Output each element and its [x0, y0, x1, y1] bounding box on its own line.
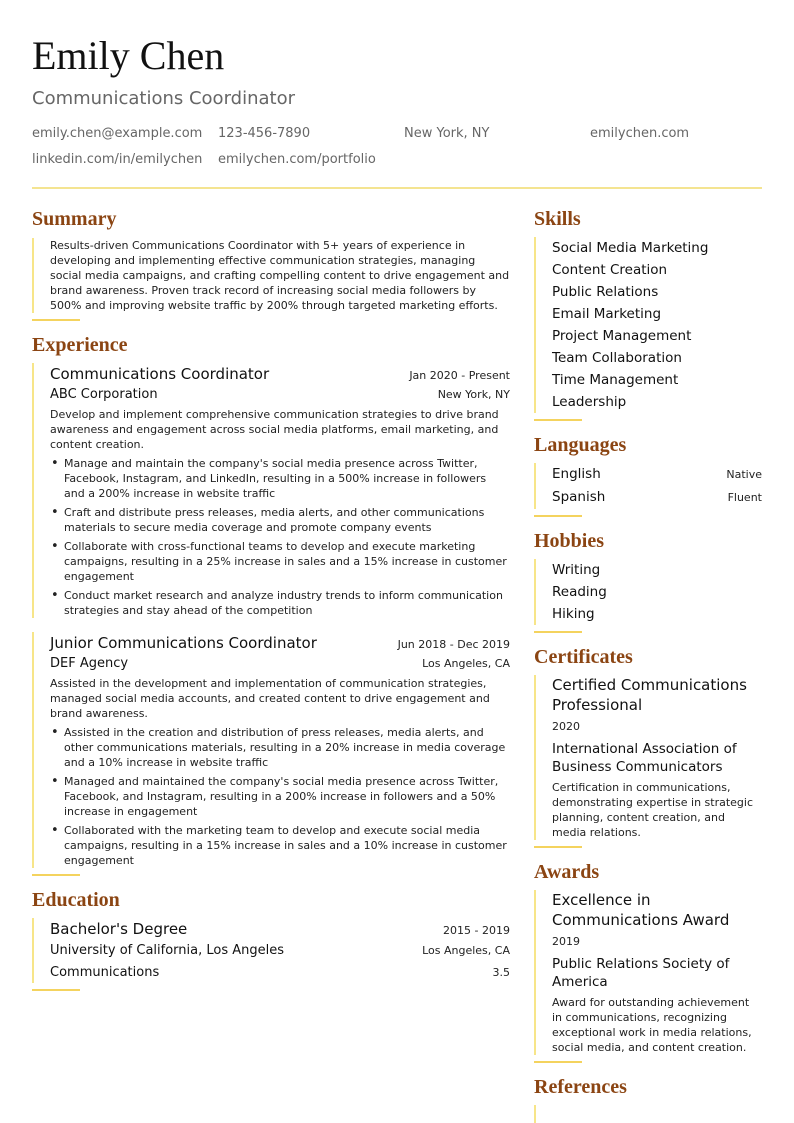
section-divider: [32, 874, 80, 876]
experience-location: New York, NY: [437, 388, 510, 401]
job-title: Communications Coordinator: [32, 88, 295, 109]
section-divider: [32, 989, 80, 991]
skill-item: Content Creation: [552, 262, 668, 278]
experience-bullet: • Managed and maintained the company's social media presence across Twitter, Facebook, and Instagram, resulting in a 200% increase in followers and a 50% increase in engagement: [50, 774, 510, 819]
experience-bullets: [50, 725, 510, 868]
language-name: Spanish: [552, 489, 606, 505]
candidate-name: Emily Chen: [32, 33, 225, 78]
experience-section: [32, 363, 510, 618]
award-description: Award for outstanding achievement in communications, recognizing exceptional work in media relations, social media, and content creation.: [552, 996, 752, 1054]
certificates-section: [534, 675, 762, 840]
experience-company: DEF Agency: [50, 656, 129, 671]
hobby-item: Hiking: [552, 606, 595, 622]
experience-item: [50, 632, 510, 868]
experience-title: Junior Communications Coordinator: [50, 634, 317, 652]
summary-heading: Summary: [32, 208, 117, 230]
summary-text: Results-driven Communications Coordinator with 5+ years of experience in developing and implementing effective communication strategies, managing social media campaigns, and crafting compelling content to drive engagement and brand awareness. Proven track record of increasing social media followers by 500% and improving website traffic by 200% through targeted marketing efforts.: [50, 239, 510, 312]
hobby-item: Writing: [552, 562, 601, 578]
award-title: Excellence in Communications Award: [552, 891, 730, 929]
hobby-item: Reading: [552, 584, 607, 600]
experience-bullet: • Manage and maintain the company's social media presence across Twitter, Facebook, Instagram, and LinkedIn, resulting in a 500% increase in followers and a 200% increase in website traffic: [50, 456, 510, 501]
experience-item: [50, 363, 510, 618]
experience-heading: Experience: [32, 334, 128, 356]
contact-website[interactable]: emilychen.com: [590, 126, 690, 141]
skill-item: Leadership: [552, 394, 627, 410]
skill-item: Social Media Marketing: [552, 240, 709, 256]
language-level: Native: [726, 468, 762, 481]
contact-portfolio[interactable]: emilychen.com/portfolio: [218, 152, 376, 167]
resume-header: [32, 34, 762, 168]
language-name: English: [552, 466, 601, 482]
experience-title: Communications Coordinator: [50, 365, 270, 383]
section-divider: [534, 846, 582, 848]
experience-bullet: • Assisted in the creation and distribution of press releases, media alerts, and other communications materials, resulting in a 20% increase in media coverage and a 10% increase in website traffic: [50, 725, 510, 770]
education-degree: Bachelor's Degree: [50, 920, 188, 938]
contact-email[interactable]: emily.chen@example.com: [32, 126, 203, 141]
left-column: [32, 207, 510, 1003]
hobbies-heading: Hobbies: [534, 530, 605, 552]
experience-bullet: • Collaborated with the marketing team to develop and execute social media campaigns, resulting in a 15% increase in sales and a 10% increase in customer engagement: [50, 823, 510, 868]
awards-heading: Awards: [534, 861, 600, 883]
hobbies-section: [534, 559, 762, 625]
languages-heading: Languages: [534, 434, 627, 456]
education-section: [32, 918, 510, 983]
experience-bullet: • Collaborate with cross-functional teams to develop and execute marketing campaigns, resulting in a 25% increase in sales and a 15% increase in customer engagement: [50, 539, 510, 584]
experience-bullet: • Craft and distribute press releases, media alerts, and other communications materials to secure media coverage and promote company events: [50, 505, 510, 535]
section-divider: [534, 1061, 582, 1063]
experience-description: Develop and implement comprehensive communication strategies to drive brand awareness and engagement across social media platforms, email marketing, and content creation.: [50, 408, 499, 451]
language-item: [552, 463, 762, 486]
certificates-heading: Certificates: [534, 646, 633, 668]
certificate-title: Certified Communications Professional: [552, 676, 747, 714]
section-divider: [534, 515, 582, 517]
experience-bullets: [50, 456, 510, 618]
references-section: [534, 1105, 762, 1123]
skill-item: Project Management: [552, 328, 692, 344]
right-column: [534, 207, 762, 1123]
section-divider: [534, 419, 582, 421]
education-location: Los Angeles, CA: [422, 944, 510, 957]
skill-item: Email Marketing: [552, 306, 662, 322]
languages-section: [534, 463, 762, 509]
award-year: 2019: [552, 935, 580, 948]
section-divider: [32, 319, 80, 321]
experience-company: ABC Corporation: [50, 387, 158, 402]
contact-info: [32, 125, 762, 168]
contact-location: New York, NY: [404, 126, 490, 141]
language-item: [552, 486, 762, 509]
skill-item: Public Relations: [552, 284, 659, 300]
education-gpa: 3.5: [492, 966, 510, 979]
certificate-year: 2020: [552, 720, 580, 733]
skills-section: [534, 237, 762, 413]
contact-phone[interactable]: 123-456-7890: [218, 126, 311, 141]
summary-section: [32, 238, 510, 313]
education-heading: Education: [32, 889, 120, 911]
experience-dates: Jan 2020 - Present: [409, 369, 510, 382]
skill-item: Team Collaboration: [552, 350, 682, 366]
header-divider: [32, 187, 762, 189]
skill-item: Time Management: [552, 372, 679, 388]
certificate-description: Certification in communications, demonstrating expertise in strategic planning, content creation, and media relations.: [552, 781, 754, 839]
skills-heading: Skills: [534, 208, 581, 230]
experience-location: Los Angeles, CA: [422, 657, 510, 670]
education-field: Communications: [50, 965, 160, 980]
contact-linkedin[interactable]: linkedin.com/in/emilychen: [32, 152, 203, 167]
language-level: Fluent: [727, 491, 762, 504]
experience-bullet: • Conduct market research and analyze industry trends to inform communication strategies and stay ahead of the competition: [50, 588, 510, 618]
experience-dates: Jun 2018 - Dec 2019: [397, 638, 510, 651]
education-dates: 2015 - 2019: [443, 924, 510, 937]
awards-section: [534, 890, 762, 1055]
section-divider: [534, 631, 582, 633]
award-issuer: Public Relations Society of America: [552, 956, 730, 990]
experience-section: [32, 632, 510, 868]
certificate-issuer: International Association of Business Communicators: [552, 741, 737, 775]
education-school: University of California, Los Angeles: [50, 943, 285, 958]
experience-description: Assisted in the development and implementation of communication strategies, managed social media accounts, and created content to drive engagement and brand awareness.: [50, 677, 490, 720]
references-heading: References: [534, 1076, 627, 1098]
